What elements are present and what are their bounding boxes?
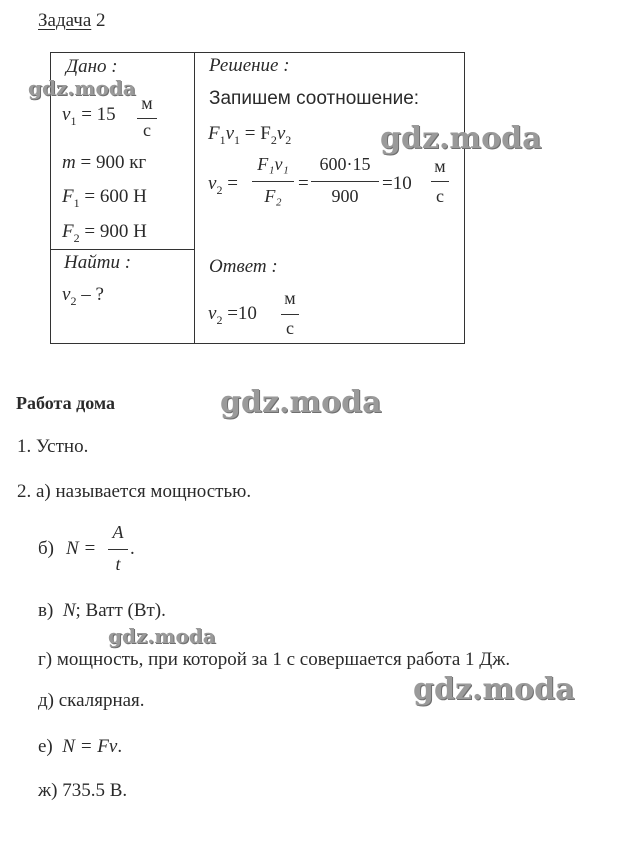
solution-frac1-num: F₁v₁	[257, 154, 289, 174]
homework-item-zh: ж) 735.5 В.	[38, 780, 128, 801]
find-value: $v_2$ – ?	[62, 284, 104, 308]
homework-item-b-prefix: б)	[38, 538, 54, 559]
solution-intro: Запишем соотношение:	[209, 88, 420, 109]
answer-value: $v_2 =10$	[208, 303, 257, 327]
given-f2: $F_2 = 900$ Н	[62, 221, 147, 245]
given-f1: $F_1 = 600$ Н	[62, 186, 147, 210]
solution-frac2-num: 600·15	[319, 154, 371, 174]
find-header: Найти :	[64, 252, 132, 273]
task-word: Задача	[38, 10, 92, 31]
answer-unit-bar	[281, 314, 299, 315]
homework-item-b-den: t	[115, 554, 121, 574]
table-divider-vertical	[194, 52, 195, 344]
homework-item-2a: 2. а) называется мощностью.	[17, 481, 252, 502]
given-header: Дано :	[66, 56, 118, 77]
solution-result: =10	[382, 173, 412, 194]
watermark-logo: gdz.moda	[28, 76, 136, 100]
homework-item-d: д) скалярная.	[38, 690, 145, 711]
task-title	[38, 10, 106, 32]
solution-eq-sign: =	[298, 173, 309, 194]
watermark-logo: gdz.moda	[380, 121, 542, 156]
homework-item-b-var: N =	[66, 538, 97, 559]
homework-item-1: 1. Устно.	[17, 436, 89, 457]
solution-frac1-bar	[252, 181, 294, 182]
watermark-logo: gdz.moda	[108, 624, 216, 648]
solution-unit-den: с	[436, 186, 444, 206]
given-v1-unit: м	[141, 93, 153, 113]
solution-eq2-lhs: $v_2$ =	[208, 173, 238, 197]
watermark-logo: gdz.moda	[413, 672, 575, 707]
table-divider-horizontal	[50, 249, 195, 250]
given-v1-unit-bar	[137, 118, 157, 119]
homework-item-b-num: A	[112, 522, 124, 542]
homework-item-b-bar	[108, 549, 128, 550]
answer-header: Ответ :	[209, 256, 278, 277]
solution-eq1: $F_1v_1 = F_2v_2$	[208, 123, 292, 147]
solution-unit-num: м	[434, 156, 446, 176]
solution-frac2-bar	[311, 181, 379, 182]
solution-frac2-den: 900	[331, 186, 359, 206]
watermark-logo: gdz.moda	[220, 385, 382, 420]
given-v1: $v_1 = 15$	[62, 104, 116, 128]
homework-item-g: г) мощность, при которой за 1 с совершается работа 1 Дж.	[38, 649, 511, 670]
solution-frac1-den: F₂	[264, 186, 282, 206]
solution-header: Решение :	[209, 55, 290, 76]
homework-item-e: е) N = Fv.	[38, 736, 123, 757]
answer-unit-den: с	[286, 318, 294, 338]
task-number: 2	[96, 10, 106, 31]
answer-unit-num: м	[284, 288, 296, 308]
homework-title: Работа дома	[16, 393, 115, 413]
given-v1-unit-den: с	[143, 120, 151, 140]
homework-item-v: в) N; Ватт (Вт).	[38, 600, 166, 621]
homework-item-b-end: .	[130, 538, 135, 559]
solution-unit-bar	[431, 181, 449, 182]
given-m: m = 900 кг	[62, 152, 147, 173]
